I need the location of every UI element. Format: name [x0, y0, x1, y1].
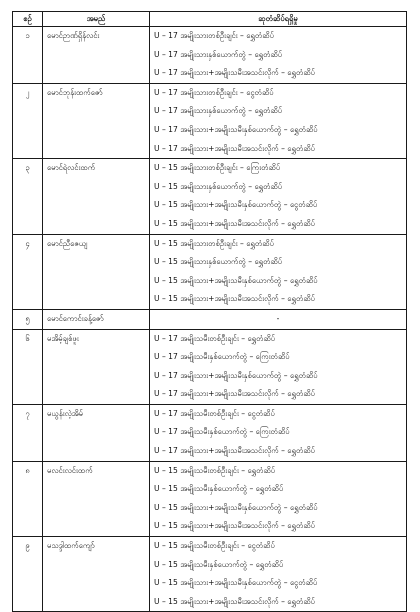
athlete-name: မောင်ဘုန်းထက်ဇော်	[43, 83, 150, 158]
award-entry: U – 15 အမျိုးသား+အမျိုးသမီးနှစ်ယောက်တွဲ – ငွေတံဆိပ်	[150, 574, 407, 593]
athlete-name: မအိမ့်ချစ်ဖူး	[43, 329, 150, 404]
award-entry: U – 17 အမျိုးသားနှစ်ယောက်တွဲ – ရွှေတံဆိပ်	[150, 102, 407, 121]
award-entry: U – 17 အမျိုးသမီးနှစ်ယောက်တွဲ – ကြေးတံဆိပ်	[150, 348, 407, 367]
award-entry: U – 17 အမျိုးသား+အမျိုးသမီးနှစ်ယောက်တွဲ – ရွှေတံဆိပ်	[150, 367, 407, 386]
row-number: ၆	[13, 329, 43, 404]
document-page	[12, 11, 406, 612]
table-row	[13, 329, 407, 348]
award-entry: -	[150, 309, 407, 329]
table-row	[13, 461, 407, 480]
award-entry: U – 17 အမျိုးသား+အမျိုးသမီးအသင်းလိုက် – ရွှေတံဆိပ်	[150, 442, 407, 461]
award-entry: U – 17 အမျိုးသမီးနှစ်ယောက်တွဲ – ကြေးတံဆိပ်	[150, 423, 407, 442]
award-entry: U – 15 အမျိုးသား+အမျိုးသမီးနှစ်ယောက်တွဲ – ရွှေတံဆိပ်	[150, 272, 407, 291]
table-row	[13, 159, 407, 178]
award-entry: U – 17 အမျိုးသား+အမျိုးသမီးအသင်းလိုက် – ရွှေတံဆိပ်	[150, 385, 407, 404]
athlete-name: မောင်ကောင်းခန့်ဇော်	[43, 309, 150, 329]
table-row	[13, 234, 407, 253]
row-number: ၁	[13, 27, 43, 84]
award-entry: U – 17 အမျိုးသားနှစ်ယောက်တွဲ – ရွှေတံဆိပ်	[150, 46, 407, 65]
award-entry: U – 15 အမျိုးသား+အမျိုးသမီးအသင်းလိုက် – ရွှေတံဆိပ်	[150, 290, 407, 309]
athlete-name: မယွန်းလဲ့အိမ်	[43, 404, 150, 461]
award-entry: U – 15 အမျိုးသားတစ်ဦးချင်း – ကြေးတံဆိပ်	[150, 159, 407, 178]
table-row	[13, 27, 407, 46]
award-entry: U – 17 အမျိုးသား+အမျိုးသမီးနှစ်ယောက်တွဲ – ရွှေတံဆိပ်	[150, 121, 407, 140]
row-number: ၉	[13, 537, 43, 612]
table-row	[13, 83, 407, 102]
row-number: ၂	[13, 83, 43, 158]
award-entry: U – 15 အမျိုးသားတစ်ဦးချင်း – ရွှေတံဆိပ်	[150, 234, 407, 253]
athlete-name: မောင်ဉာဏ်ရှိန်လင်း	[43, 27, 150, 84]
award-entry: U – 17 အမျိုးသမီးတစ်ဦးချင်း – ငွေတံဆိပ်	[150, 404, 407, 423]
row-number: ၄	[13, 234, 43, 309]
header-name: အမည်	[43, 12, 150, 27]
award-entry: U – 15 အမျိုးသားနှစ်ယောက်တွဲ – ရွှေတံဆိပ်	[150, 178, 407, 197]
award-entry: U – 17 အမျိုးသမီးတစ်ဦးချင်း – ရွှေတံဆိပ်	[150, 329, 407, 348]
award-entry: U – 15 အမျိုးသားနှစ်ယောက်တွဲ – ရွှေတံဆိပ်	[150, 253, 407, 272]
award-entry: U – 15 အမျိုးသား+အမျိုးသမီးအသင်းလိုက် – ရွှေတံဆိပ်	[150, 215, 407, 234]
row-number: ၅	[13, 309, 43, 329]
award-entry: U – 15 အမျိုးသား+အမျိုးသမီးအသင်းလိုက် – ရွှေတံဆိပ်	[150, 517, 407, 536]
athlete-name: မောင်ရဲလင်းထက်	[43, 159, 150, 234]
table-row	[13, 537, 407, 556]
award-entry: U – 15 အမျိုးသမီးနှစ်ယောက်တွဲ – ရွှေတံဆိပ်	[150, 556, 407, 575]
athlete-name: မသဒ္ဒါထက်ကျော်	[43, 537, 150, 612]
row-number: ၇	[13, 404, 43, 461]
header-row	[13, 12, 407, 27]
header-no: စဉ်	[13, 12, 43, 27]
table-row	[13, 309, 407, 329]
athlete-name: မလင်းလင်းထက်	[43, 461, 150, 536]
medal-table	[12, 11, 407, 612]
award-entry: U – 15 အမျိုးသား+အမျိုးသမီးနှစ်ယောက်တွဲ – ရွှေတံဆိပ်	[150, 499, 407, 518]
table-body	[13, 27, 407, 612]
award-entry: U – 17 အမျိုးသား+အမျိုးသမီးအသင်းလိုက် – ရွှေတံဆိပ်	[150, 64, 407, 83]
award-entry: U – 17 အမျိုးသားတစ်ဦးချင်း – ရွှေတံဆိပ်	[150, 27, 407, 46]
award-entry: U – 15 အမျိုးသမီးနှစ်ယောက်တွဲ – ရွှေတံဆိပ်	[150, 480, 407, 499]
award-entry: U – 15 အမျိုးသား+အမျိုးသမီးနှစ်ယောက်တွဲ – ငွေတံဆိပ်	[150, 196, 407, 215]
award-entry: U – 15 အမျိုးသမီးတစ်ဦးချင်း – ငွေတံဆိပ်	[150, 537, 407, 556]
award-entry: U – 17 အမျိုးသား+အမျိုးသမီးအသင်းလိုက် – ရွှေတံဆိပ်	[150, 140, 407, 159]
award-entry: U – 17 အမျိုးသားတစ်ဦးချင်း – ငွေတံဆိပ်	[150, 83, 407, 102]
award-entry: U – 15 အမျိုးသား+အမျိုးသမီးအသင်းလိုက် – ရွှေတံဆိပ်	[150, 593, 407, 612]
table-header	[13, 12, 407, 27]
row-number: ၈	[13, 461, 43, 536]
table-row	[13, 404, 407, 423]
award-entry: U – 15 အမျိုးသမီးတစ်ဦးချင်း – ရွှေတံဆိပ်	[150, 461, 407, 480]
row-number: ၃	[13, 159, 43, 234]
athlete-name: မောင်ညီဇေယျ	[43, 234, 150, 309]
header-award: ဆုတံဆိပ်ရရှိမှု	[150, 12, 407, 27]
